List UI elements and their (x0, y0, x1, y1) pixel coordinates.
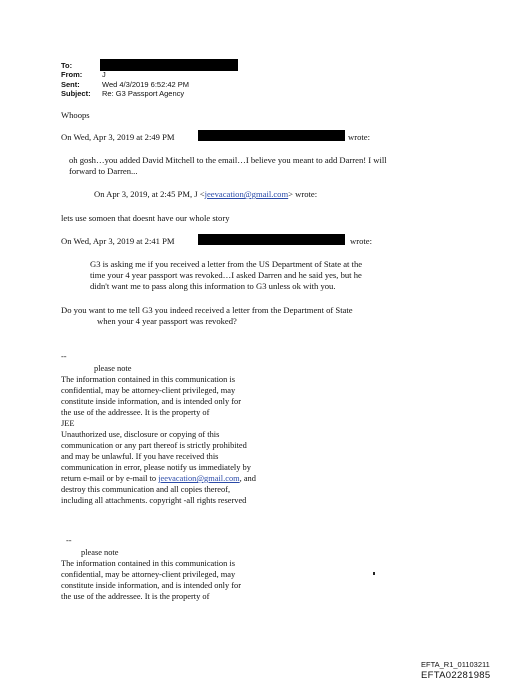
lets-use-text: lets use somoen that doesnt have our whole story (61, 213, 230, 223)
disclaimer-1-dashes: -- (61, 352, 67, 361)
footer-id-1: EFTA_R1_01103211 (421, 660, 490, 669)
ask-line-2: when your 4 year passport was revoked? (97, 316, 237, 326)
g3-line-3: didn't want me to pass along this information to G3 unless ok with you. (90, 281, 336, 291)
disclaimer-1-line-10 (61, 474, 256, 484)
disclaimer-2-line-1: The information contained in this communication is (61, 559, 235, 568)
scan-speck (373, 572, 375, 575)
subject-value: Re: G3 Passport Agency (102, 89, 185, 98)
disclaimer-1-line-8: and may be unlawful. If you have received this (61, 452, 219, 461)
email-link[interactable]: jeevacation@gmail.com (204, 189, 289, 199)
whoops-text: Whoops (61, 110, 90, 120)
quote-header-2-prefix: On Apr 3, 2019, at 2:45 PM, J < (94, 189, 205, 199)
disclaimer-2-line-3: constitute inside information, and is intended only for (61, 581, 242, 590)
disclaimer-1-line-4: the use of the addressee. It is the property of (61, 408, 210, 417)
footer-id-2: EFTA02281985 (421, 670, 491, 681)
redaction-box-sender-1 (198, 130, 345, 141)
disclaimer-1-line-1: The information contained in this communication is (61, 375, 235, 384)
disclaimer-1-line-9: communication in error, please notify us immediately by (61, 463, 251, 472)
disclaimer-1-line-10-prefix: return e-mail or by e-mail to (61, 474, 159, 483)
disclaimer-2-line-2: confidential, may be attorney-client privileged, may (61, 570, 236, 579)
from-label: From: (61, 70, 83, 79)
redaction-box-sender-3 (198, 234, 345, 245)
disclaimer-1-please-note: please note (94, 364, 132, 373)
disclaimer-1-line-7: communication or any part thereof is strictly prohibited (61, 441, 247, 450)
disclaimer-2-dashes: -- (66, 536, 72, 545)
redaction-box-to (100, 59, 238, 71)
quote-header-1: On Wed, Apr 3, 2019 at 2:49 PM (61, 132, 175, 142)
to-label: To: (61, 61, 73, 70)
from-value: J (102, 70, 106, 79)
g3-line-1: G3 is asking me if you received a letter from the US Department of State at the (90, 259, 363, 269)
disclaimer-2-line-4: the use of the addressee. It is the property of (61, 592, 210, 601)
g3-line-2: time your 4 year passport was revoked…I asked Darren and he said yes, but he (90, 270, 362, 280)
subject-label: Subject: (61, 89, 91, 98)
quote-1-line-2: forward to Darren... (69, 166, 138, 176)
disclaimer-1-line-5: JEE (61, 419, 75, 428)
quote-1-line-1: oh gosh…you added David Mitchell to the email…I believe you meant to add Darren! I will (69, 155, 387, 165)
quote-header-1-wrote: wrote: (348, 132, 370, 142)
quote-header-3: On Wed, Apr 3, 2019 at 2:41 PM (61, 236, 175, 246)
quote-header-2-suffix: > wrote: (288, 189, 318, 199)
disclaimer-1-line-3: constitute inside information, and is intended only for (61, 397, 242, 406)
disclaimer-1-line-12: including all attachments. copyright -all rights reserved (61, 496, 247, 505)
quote-header-3-wrote: wrote: (350, 236, 372, 246)
sent-value: Wed 4/3/2019 6:52:42 PM (102, 80, 190, 89)
sent-label: Sent: (61, 80, 80, 89)
ask-line-1: Do you want to me tell G3 you indeed received a letter from the Department of State (61, 305, 353, 315)
disclaimer-1-line-2: confidential, may be attorney-client privileged, may (61, 386, 236, 395)
disclaimer-2-please-note: please note (81, 548, 119, 557)
disclaimer-email-link[interactable]: jeevacation@gmail.com (158, 474, 240, 483)
disclaimer-1-line-10-suffix: , and (239, 474, 256, 483)
disclaimer-1-line-6: Unauthorized use, disclosure or copying of this (61, 430, 220, 439)
quote-header-2 (94, 189, 317, 200)
disclaimer-1-line-11: destroy this communication and all copies thereof, (61, 485, 231, 494)
